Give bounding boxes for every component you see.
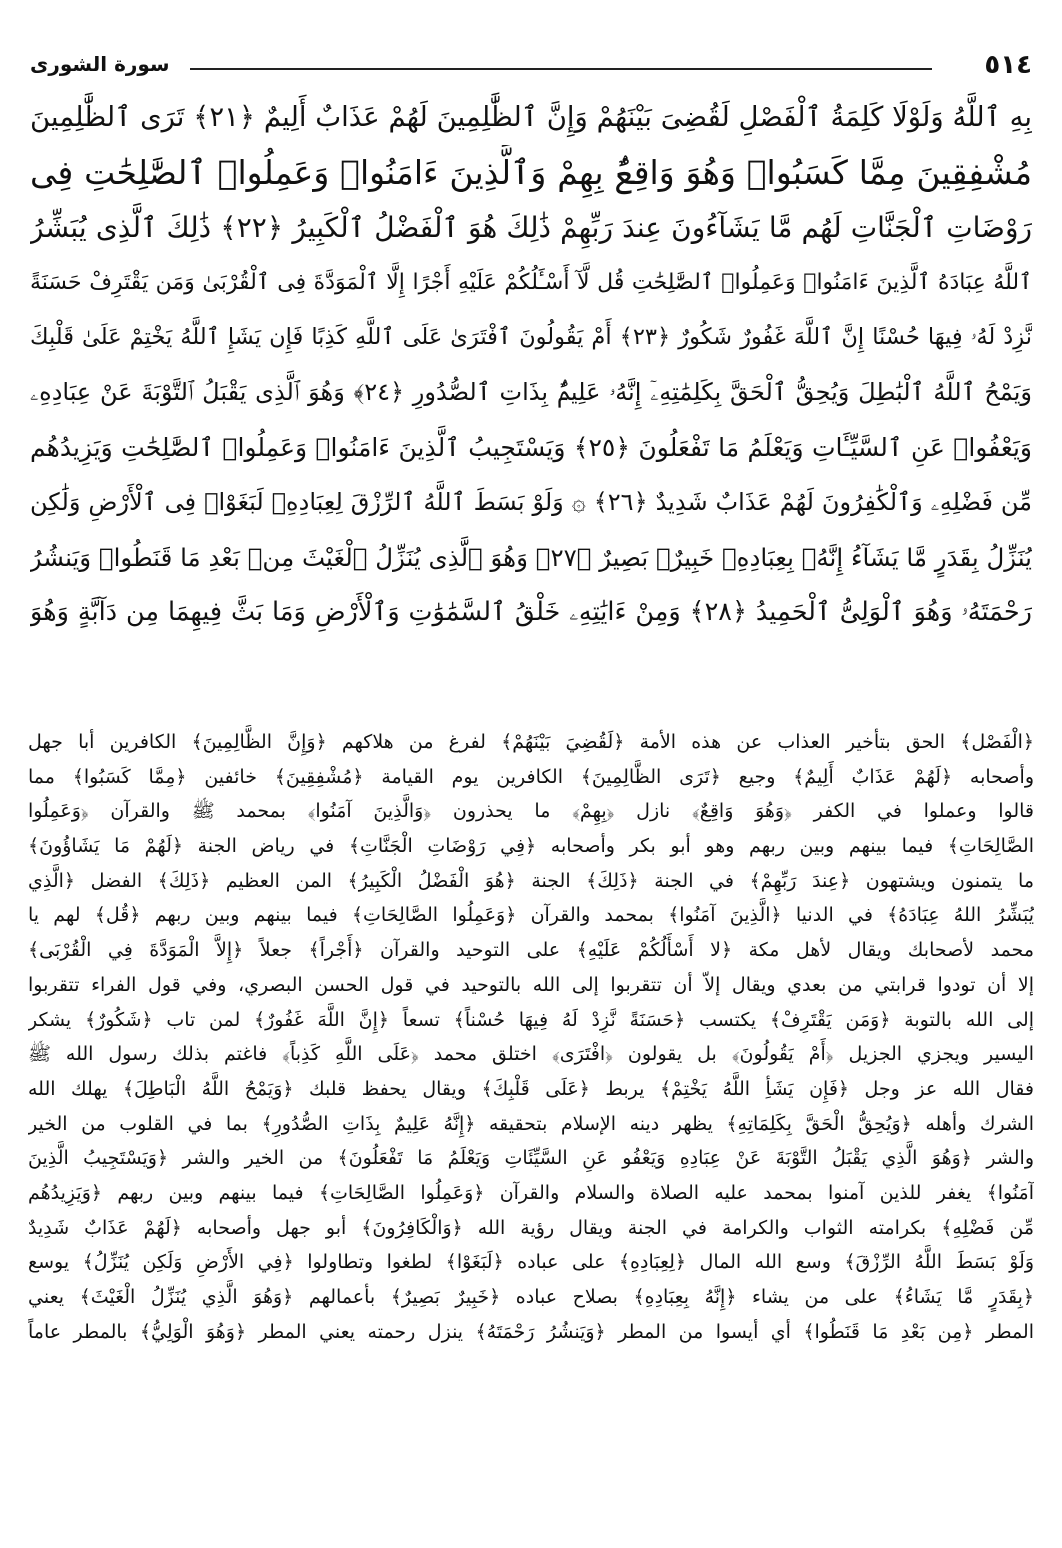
tafsir-line: وأصحابه ﴿لَهُمْ عَذَابٌ أَلِيمٌ﴾ وجيع ﴿تَرَى الظَّالِمِينَ﴾ الكافرين يوم القيامة ﴿مُشْفِقِينَ﴾ خائفين ﴿مِمَّا كَسَبُوا﴾ مما	[28, 765, 1034, 788]
verse-line: رَوْضَاتِ ٱلْجَنَّاتِ لَهُم مَّا يَشَآءُونَ عِندَ رَبِّهِمْ ذَٰلِكَ هُوَ ٱلْفَضْلُ ٱلْكَبِيرُ ﴿٢٢﴾ ذَٰلِكَ ٱلَّذِى يُبَشِّرُ	[30, 211, 1032, 244]
verse-line: رَحْمَتَهُۥ وَهُوَ ٱلْوَلِىُّ ٱلْحَمِيدُ ﴿٢٨﴾ وَمِنْ ءَايَٰتِهِۦ خَلْقُ ٱلسَّمَٰوَٰتِ وَٱلْأَرْضِ وَمَا بَثَّ فِيهِمَا مِن دَآبَّةٍ وَهُوَ	[30, 597, 1032, 627]
verse-line: ٱللَّهُ عِبَادَهُ ٱلَّذِينَ ءَامَنُوا۟ وَعَمِلُوا۟ ٱلصَّٰلِحَٰتِ قُل لَّآ أَسْـَٔلُكُمْ عَلَيْهِ أَجْرًا إِلَّا ٱلْمَوَدَّةَ فِى ٱلْقُرْبَىٰ وَمَن يَقْتَرِفْ حَسَنَةً	[30, 270, 1032, 295]
tafsir-line: إلا أن تودوا قرابتي من بعدي ويقال إلاّ أن تتقربوا إلى الله بالتوحيد في قول الحسن البصري، وفي قول الفراء تتقربوا	[28, 973, 1034, 996]
verse-line: وَيَمْحُ ٱللَّهُ ٱلْبَٰطِلَ وَيُحِقُّ ٱلْحَقَّ بِكَلِمَٰتِهِۦٓ إِنَّهُۥ عَلِيمٌۢ بِذَاتِ ٱلصُّدُورِ ﴿٢٤﴾ وَهُوَ ٱلَّذِى يَقْبَلُ ٱلتَّوْبَةَ عَنْ عِبَادِهِۦ	[30, 378, 1032, 406]
verse-line: مُشْفِقِينَ مِمَّا كَسَبُوا۟ وَهُوَ وَاقِعٌۢ بِهِمْ وَٱلَّذِينَ ءَامَنُوا۟ وَعَمِلُوا۟ ٱلصَّٰلِحَٰتِ فِى	[30, 153, 1032, 192]
verse-line: مِّن فَضْلِهِۦ وَٱلْكَٰفِرُونَ لَهُمْ عَذَابٌ شَدِيدٌ ﴿٢٦﴾ ۞ وَلَوْ بَسَطَ ٱللَّهُ ٱلرِّزْقَ لِعِبَادِهِۦ لَبَغَوْا۟ فِى ٱلْأَرْضِ وَلَٰكِن	[30, 488, 1032, 516]
tafsir-block	[28, 725, 1034, 1349]
tafsir-line: مِّن فَضْلِهِ﴾ بكرامته الثواب والكرامة في الجنة ويقال رؤية الله ﴿وَالْكَافِرُونَ﴾ أبو جهل وأصحابه ﴿لَهُمْ عَذَابٌ شَدِيدٌ	[28, 1216, 1034, 1239]
tafsir-line: ﴿الْفَصْل﴾ الحق بتأخير العذاب عن هذه الأمة ﴿لَقُضِيَ بَيْنَهُمْ﴾ لفرغ من هلاكهم ﴿وَإِنَّ الظَّالِمِينَ﴾ الكافرين أبا جهل	[28, 731, 1034, 753]
page-number: ٥١٤	[984, 50, 1032, 80]
quran-text-block	[30, 90, 1032, 690]
tafsir-line: يُبَشِّرُ اللهُ عِبَادَهُ﴾ في الدنيا ﴿الَّذِينَ آمَنُوا﴾ بمحمد والقرآن ﴿وَعَمِلُوا الصَّالِحَاتِ﴾ فيما بينهم وبين ربهم ﴿قُل﴾ لهم يا	[28, 904, 1034, 927]
tafsir-line: ﴿بِقَدَرٍ مَّا يَشَاءُ﴾ على من يشاء ﴿إِنَّهُ بِعِبَادِهِ﴾ بصلاح عباده ﴿خَبِيرٌ بَصِيرٌ﴾ بأعمالهم ﴿وَهُوَ الَّذِي يُنَزِّلُ الْغَيْثَ﴾ يعني	[28, 1286, 1034, 1308]
tafsir-line: والشر ﴿وَهُوَ الَّذِي يَقْبَلُ التَّوْبَةَ عَنْ عِبَادِهِ وَيَعْفُو عَنِ السَّيِّئَاتِ وَيَعْلَمُ مَا تَفْعَلُونَ﴾ من الخير والشر ﴿وَيَسْتَجِيبُ الَّذِينَ	[28, 1147, 1034, 1170]
tafsir-line: فقال الله عز وجل ﴿فَإِن يَشَأِ اللَّهُ يَخْتِمْ﴾ يربط ﴿عَلَى قَلْبِكَ﴾ ويقال يحفظ قلبك ﴿وَيَمْحُ اللَّهُ الْبَاطِلَ﴾ يهلك الله	[28, 1077, 1034, 1100]
tafsir-line: قالوا وعملوا في الكفر ﴿وَهُوَ وَاقِعٌ﴾ نازل ﴿بِهِمْ﴾ ما يحذرون ﴿وَالَّذِينَ آمَنُوا﴾ بمحمد ﷺ والقرآن ﴿وَعَمِلُوا	[28, 800, 1034, 823]
tafsir-line: محمد لأصحابك ويقال لأهل مكة ﴿لا أَسْأَلُكُمْ عَلَيْهِ﴾ على التوحيد والقرآن ﴿أَجْراً﴾ جعلاً ﴿إِلاَّ الْمَوَدَّةَ فِي الْقُرْبَى﴾	[28, 939, 1034, 962]
tafsir-line: اليسير ويجزي الجزيل ﴿أَمْ يَقُولُونَ﴾ بل يقولون ﴿افْتَرَى﴾ اختلق محمد ﴿عَلَى اللَّهِ كَذِباً﴾ فاغتم بذلك رسول الله ﷺ	[28, 1043, 1034, 1066]
tafsir-line: الشرك وأهله ﴿وَيُحِقُّ الْحَقَّ بِكَلِمَاتِهِ﴾ يظهر دينه الإسلام بتحقيقه ﴿إِنَّهُ عَلِيمٌ بِذَاتِ الصُّدُورِ﴾ بما في القلوب من الخير	[28, 1112, 1034, 1135]
page-header	[30, 50, 1032, 90]
tafsir-line: المطر ﴿مِن بَعْدِ مَا قَنَطُوا﴾ أي أيسوا من المطر ﴿وَيَنشُرُ رَحْمَتَهُ﴾ ينزل رحمته يعني المطر ﴿وَهُوَ الْوَلِيُّ﴾ بالمطر عاماً	[28, 1320, 1034, 1343]
tafsir-line: الصَّالِحَاتِ﴾ فيما بينهم وبين ربهم وهو أبو بكر وأصحابه ﴿فِي رَوْضَاتِ الْجَنَّاتِ﴾ في رياض الجنة ﴿لَهُمْ مَا يَشَاؤُونَ﴾	[28, 835, 1034, 858]
verse-line: بِهِ ٱللَّهُ وَلَوْلَا كَلِمَةُ ٱلْفَصْلِ لَقُضِىَ بَيْنَهُمْ وَإِنَّ ٱلظَّٰلِمِينَ لَهُمْ عَذَابٌ أَلِيمٌ ﴿٢١﴾ تَرَى ٱلظَّٰلِمِينَ	[30, 101, 1032, 133]
verse-line: نَّزِدْ لَهُۥ فِيهَا حُسْنًا إِنَّ ٱللَّهَ غَفُورٌ شَكُورٌ ﴿٢٣﴾ أَمْ يَقُولُونَ ٱفْتَرَىٰ عَلَى ٱللَّهِ كَذِبًا فَإِن يَشَإِ ٱللَّهُ يَخْتِمْ عَلَىٰ قَلْبِكَ	[30, 324, 1032, 350]
tafsir-line: إلى الله بالتوبة ﴿وَمَن يَقْتَرِفْ﴾ يكتسب ﴿حَسَنَةً نَّزِدْ لَهُ فِيهَا حُسْناً﴾ تسعاً ﴿إِنَّ اللَّهَ غَفُورٌ﴾ لمن تاب ﴿شَكُورٌ﴾ يشكر	[28, 1008, 1034, 1031]
tafsir-line: وَلَوْ بَسَطَ اللَّهُ الرِّزْقَ﴾ وسع الله المال ﴿لِعِبَادِهِ﴾ على عباده ﴿لَبَغَوْا﴾ لطغوا وتطاولوا ﴿فِي الأَرْضِ وَلَكِن يُنَزِّلُ﴾ يوسع	[28, 1251, 1034, 1274]
verse-line: يُنَزِّلُ بِقَدَرٍ مَّا يَشَآءُ إِنَّهُۥ بِعِبَادِهِۦ خَبِيرٌۢ بَصِيرٌ ﴿٢٧﴾ وَهُوَ ٱلَّذِى يُنَزِّلُ ٱلْغَيْثَ مِنۢ بَعْدِ مَا قَنَطُوا۟ وَيَنشُرُ	[30, 543, 1032, 572]
tafsir-line: آمَنُوا﴾ يغفر للذين آمنوا بمحمد عليه الصلاة والسلام والقرآن ﴿وَعَمِلُوا الصَّالِحَاتِ﴾ فيما بينهم وبين ربهم ﴿وَيَزِيدُهُم	[28, 1181, 1034, 1204]
verse-line: وَيَعْفُوا۟ عَنِ ٱلسَّيِّـَٔاتِ وَيَعْلَمُ مَا تَفْعَلُونَ ﴿٢٥﴾ وَيَسْتَجِيبُ ٱلَّذِينَ ءَامَنُوا۟ وَعَمِلُوا۟ ٱلصَّٰلِحَٰتِ وَيَزِيدُهُم	[30, 433, 1032, 462]
tafsir-line: ما يتمنون ويشتهون ﴿عِندَ رَبِّهِمْ﴾ في الجنة ﴿ذَلِكَ﴾ الجنة ﴿هُوَ الْفَضْلُ الْكَبِيرُ﴾ المن العظيم ﴿ذَلِكَ﴾ الفضل ﴿الَّذِي	[28, 869, 1034, 892]
header-rule	[190, 68, 932, 70]
surah-title: سورة الشورى	[30, 52, 170, 76]
